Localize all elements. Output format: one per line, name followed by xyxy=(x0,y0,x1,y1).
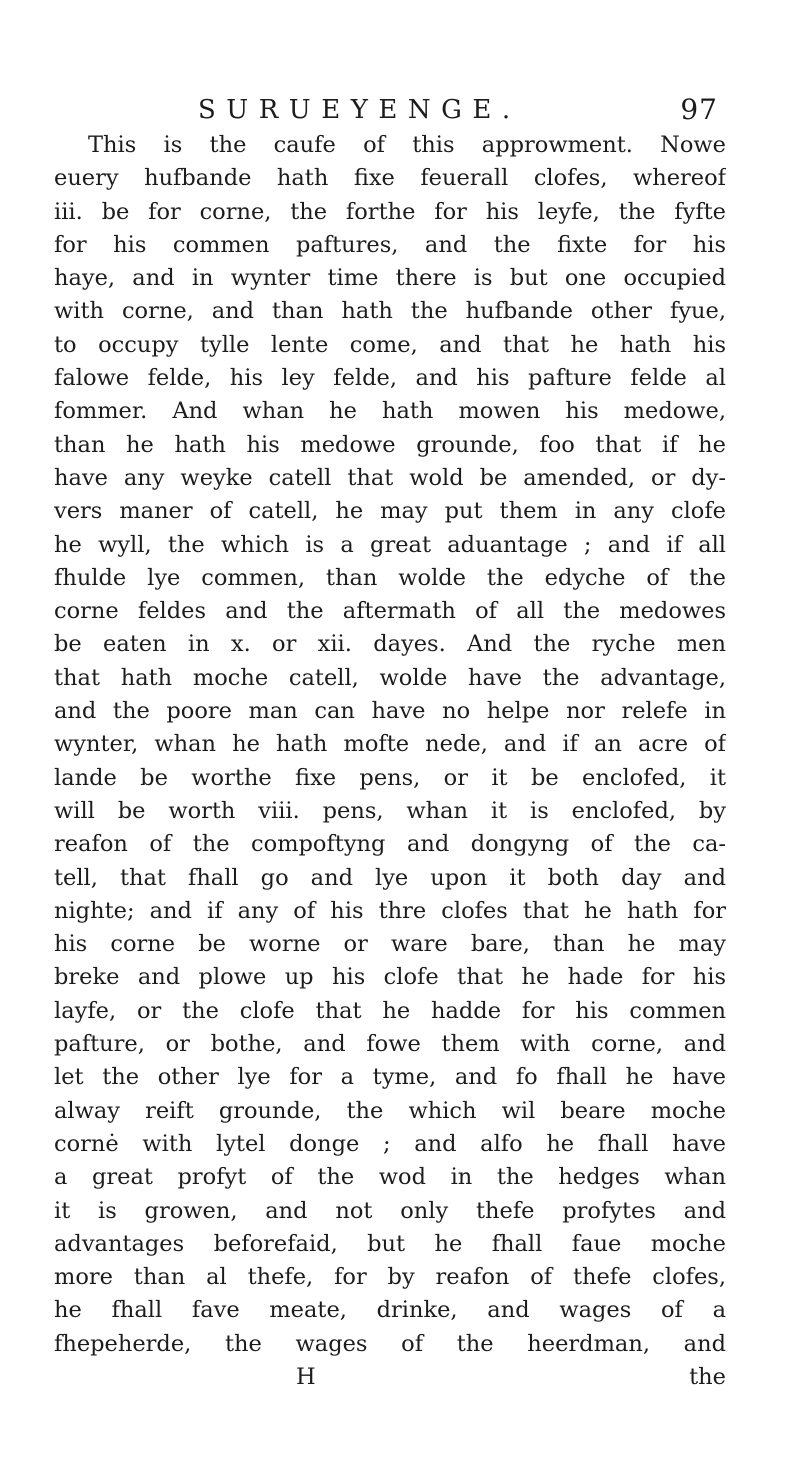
text-line: it is growen, and not only thefe profytes and xyxy=(54,1197,726,1224)
text-line: a great profyt of the wod in the hedges whan xyxy=(54,1164,726,1191)
text-line: that hath moche catell, wolde have the advantage, xyxy=(54,664,726,691)
text-line: haye, and in wynter time there is but one occupied xyxy=(54,265,726,292)
text-line: corne feldes and the aftermath of all the medowes xyxy=(54,598,726,625)
signature-line xyxy=(54,1361,726,1394)
text-line: fommer. And whan he hath mowen his medowe, xyxy=(54,398,726,425)
text-line: and the poore man can have no helpe nor relefe in xyxy=(54,698,726,725)
text-line: falowe felde, his ley felde, and his pafture felde al xyxy=(54,365,726,392)
text-line: wynter, whan he hath mofte nede, and if an acre of xyxy=(54,731,726,758)
text-line: fhepeherde, the wages of the heerdman, and xyxy=(54,1330,726,1357)
text-line: to occupy tylle lente come, and that he hath his xyxy=(54,331,726,358)
text-line: pafture, or bothe, and fowe them with corne, and xyxy=(54,1031,726,1058)
text-line: iii. be for corne, the forthe for his leyfe, the fyfte xyxy=(54,198,726,225)
body-text xyxy=(54,129,726,1394)
text-line: let the other lye for a tyme, and fo fhall he have xyxy=(54,1064,726,1091)
text-line: advantages beforefaid, but he fhall faue moche xyxy=(54,1230,726,1257)
text-line: tell, that fhall go and lye upon it both day and xyxy=(54,864,726,891)
text-line: layfe, or the clofe that he hadde for his commen xyxy=(54,997,726,1024)
text-line: fhulde lye commen, than wolde the edyche of the xyxy=(54,564,726,591)
signature-mark: H xyxy=(296,1363,316,1390)
text-line: be eaten in x. or xii. dayes. And the ryche men xyxy=(54,631,726,658)
text-line: with corne, and than hath the hufbande other fyue, xyxy=(54,298,726,325)
text-line: for his commen paftures, and the fixte for his xyxy=(54,231,726,258)
text-line: more than al thefe, for by reafon of thefe clofes, xyxy=(54,1264,726,1291)
running-title: SURUEYENGE. xyxy=(198,95,521,125)
text-line: he wyll, the which is a great aduantage ; and if all xyxy=(54,531,726,558)
text-line: alway reift grounde, the which wil beare moche xyxy=(54,1097,726,1124)
running-head xyxy=(198,90,718,130)
text-line: nighte; and if any of his thre clofes that he hath for xyxy=(54,897,726,924)
text-line: breke and plowe up his clofe that he hade for his xyxy=(54,964,726,991)
page-number: 97 xyxy=(680,93,718,126)
text-line: will be worth viii. pens, whan it is enclofed, by xyxy=(54,797,726,824)
text-line: his corne be worne or ware bare, than he may xyxy=(54,931,726,958)
text-line: have any weyke catell that wold be amended, or dy- xyxy=(54,464,726,491)
text-line: he fhall fave meate, drinke, and wages of a xyxy=(54,1297,726,1324)
text-line: euery hufbande hath fixe feuerall clofes, whereof xyxy=(54,165,726,192)
text-line: cornė with lytel donge ; and alfo he fhall have xyxy=(54,1130,726,1157)
text-line: vers maner of catell, he may put them in any clofe xyxy=(54,498,726,525)
text-line: reafon of the compoftyng and dongyng of the ca- xyxy=(54,831,726,858)
text-line: than he hath his medowe grounde, foo that if he xyxy=(54,431,726,458)
catchword: the xyxy=(689,1363,726,1390)
text-line: This is the caufe of this approwment. Nowe xyxy=(88,132,726,158)
text-line: lande be worthe fixe pens, or it be enclofed, it xyxy=(54,764,726,791)
